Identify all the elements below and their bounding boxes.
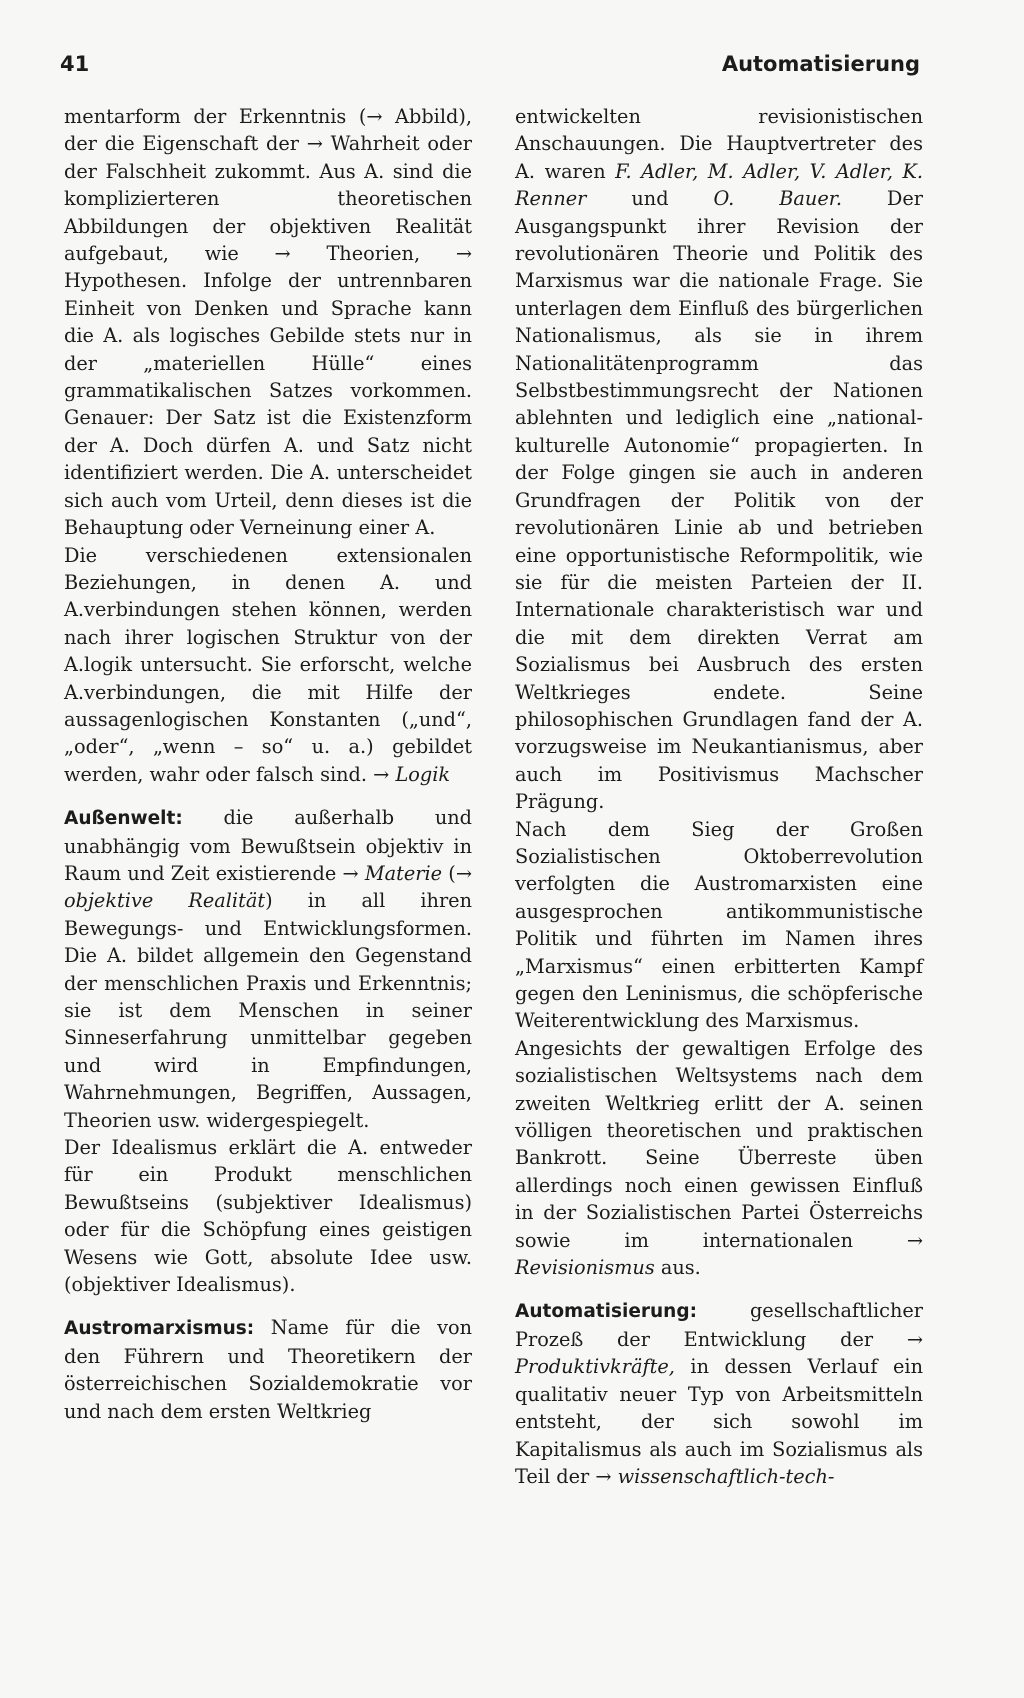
arrow-icon: → <box>906 1327 923 1351</box>
paragraph: mentarform der Erkenntnis (→ Abbild), der die Eigenschaft der → Wahrheit oder der Falschheit zukommt. Aus A. sind die komplizierteren theoretischen Abbildungen der objektiven Realität aufgebaut, wie → Theorien, → Hypothesen. Infolge der untrennbaren Einheit von Denken und Sprache kann die A. als logisches Gebilde stets nur in der „materiellen Hülle“ eines grammatikalischen Satzes vorkommen. Genauer: Der Satz ist die Existenzform der A. Doch dürfen A. und Satz nicht identifiziert werden. Die A. unterscheidet sich auch vom Urteil, denn dieses ist die Behauptung oder Verneinung einer A. <box>64 105 472 540</box>
cross-reference: Logik <box>395 762 451 786</box>
entry-text: in all ihren Bewegungs- und Entwicklungsformen. Die A. bildet allgemein den Gegenstand der menschlichen Praxis und Erkenntnis; sie ist dem Menschen in seiner Sinneserfahrung unmittelbar gegeben und wird in Empfindungen, Wahrnehmungen, Begriffen, Aussagen, Theorien usw. widergespiegelt. <box>64 889 473 1132</box>
entry-term: Austromarxismus: <box>64 1318 255 1340</box>
person-names: F. Adler, M. Adler, V. Adler, K. Renner <box>515 159 923 211</box>
person-name: O. Bauer. <box>713 187 842 211</box>
conjunction: und <box>631 187 669 211</box>
cross-reference: objektive Realität <box>64 889 266 913</box>
running-head: Automatisierung <box>721 52 920 76</box>
entry-text: gesellschaftlicher Prozeß der Entwicklung der <box>515 1299 923 1351</box>
arrow-icon: → <box>373 762 390 786</box>
paragraph-text: Die verschiedenen extensionalen Beziehungen, in denen A. und A.verbindungen stehen können, werden nach ihrer logischen Struktur von der A.logik untersucht. Sie erforscht, welche A.verbindungen, die mit Hilfe der aussagenlogischen Konstanten („und“, „oder“, „wenn – so“ u. a.) gebildet werden, wahr oder falsch sind. <box>64 543 472 786</box>
entry-text: Name für die von den Führern und Theoretikern der österreichischen Sozialdemokratie vor und nach dem ersten Weltkrieg <box>64 1316 472 1423</box>
arrow-icon: → <box>455 861 472 885</box>
paragraph-text: entwickelten revisionistischen Anschauungen. Die Hauptvertreter des A. waren <box>515 105 923 183</box>
cross-reference: wissenschaftlich-tech- <box>617 1464 835 1488</box>
paragraph: Nach dem Sieg der Großen Sozialistischen Oktoberrevolution verfolgten die Austromarxisten eine ausgesprochen antikommunistische Politik und führten im Namen ihres „Marxismus“ einen erbitterten Kampf gegen den Leninismus, die schöpferische Weiterentwicklung des Marxismus. <box>515 817 923 1033</box>
right-column <box>515 103 923 1490</box>
paragraph-text: aus. <box>660 1256 701 1280</box>
paragraph <box>515 103 923 816</box>
cross-reference: Revisionismus <box>515 1256 655 1280</box>
left-column <box>64 103 472 1425</box>
paragraph-text: Angesichts der gewaltigen Erfolge des sozialistischen Weltsystems nach dem zweiten Weltkrieg erlitt der A. seinen völligen theoretischen und praktischen Bankrott. Seine Überreste üben allerdings noch einen gewissen Einfluß in der Sozialistischen Partei Österreichs sowie im internationalen <box>515 1036 923 1252</box>
entry-austromarxismus <box>64 1314 472 1425</box>
arrow-icon: → <box>342 861 359 885</box>
entry-text: in dessen Verlauf ein qualitativ neuer Typ von Arbeitsmitteln entsteht, der sich sowohl im Kapitalismus als auch im Sozialismus als Teil der <box>515 1355 923 1488</box>
paragraph: Der Idealismus erklärt die A. entweder für ein Produkt menschlichen Bewußtseins (subjektiver Idealismus) oder für die Schöpfung eines geistigen Wesens wie Gott, absolute Idee usw. (objektiver Idealismus). <box>64 1136 472 1297</box>
cross-reference: Materie <box>364 861 443 885</box>
paragraph-text: Der Ausgangspunkt ihrer Revision der revolutionären Theorie und Politik des Marxismus war die nationale Frage. Sie unterlagen dem Einfluß des bürgerlichen Nationalismus, als sie in ihrem Nationalitätenprogramm das Selbstbestimmungsrecht der Nationen ablehnten und lediglich eine „national-kulturelle Autonomie“ propagierten. In der Folge gingen sie auch in anderen Grundfragen der Politik von der revolutionären Linie ab und betrieben eine opportunistische Reformpolitik, wie sie für die meisten Parteien der II. Internationale charakteristisch war und die mit dem direkten Verrat am Sozialismus bei Ausbruch des ersten Weltkrieges endete. Seine philosophischen Grundlagen fand der A. vorzugsweise im Neukantianismus, aber auch im Positivismus Machscher Prägung. <box>515 187 924 814</box>
entry-term: Außenwelt: <box>64 808 183 830</box>
entry-term: Automatisierung: <box>515 1301 697 1323</box>
entry-automatisierung <box>515 1297 923 1490</box>
page-number: 41 <box>60 52 90 76</box>
arrow-icon: → <box>595 1464 612 1488</box>
entry-text: die außerhalb und unabhängig vom Bewußtsein objektiv in Raum und Zeit existierende <box>64 806 472 885</box>
paragraph <box>515 1035 923 1282</box>
paragraph <box>64 542 472 789</box>
entry-aussenwelt: Außenwelt: die außerhalb und unabhängig vom Bewußtsein objektiv in Raum und Zeit existierende → Materie (→ objektive Realität) in all ihren Bewegungs- und Entwicklungsformen. Die A. bildet allgemein den Gegenstand der menschlichen Praxis und Erkenntnis; sie ist dem Menschen in seiner Sinneserfahrung unmittelbar gegeben und wird in Empfindungen, Wahrnehmungen, Begriffen, Aussagen, Theorien usw. widergespiegelt. <box>64 806 473 1132</box>
arrow-icon: → <box>906 1228 923 1252</box>
cross-reference: Produktivkräfte, <box>515 1355 675 1379</box>
